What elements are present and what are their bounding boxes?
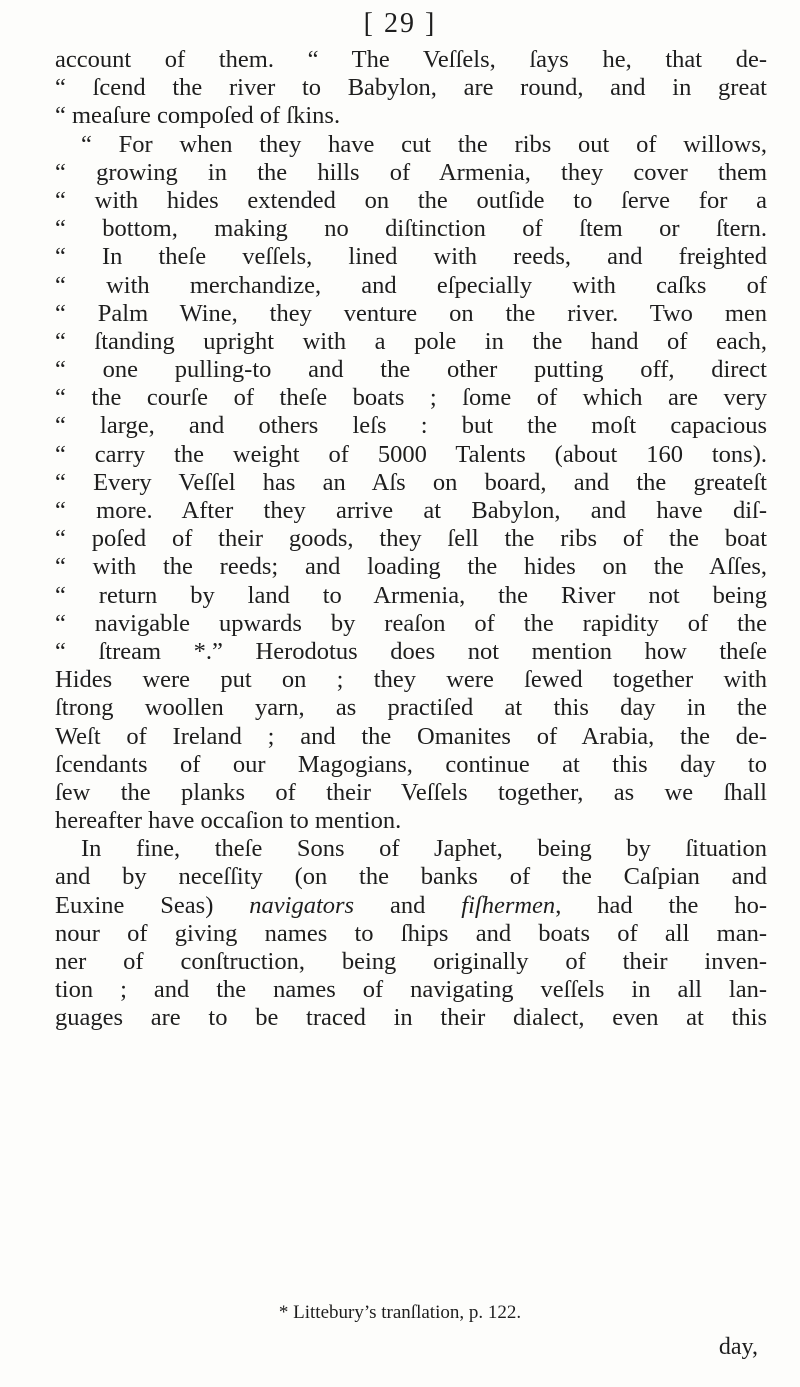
text-line: “ navigable upwards by reaſon of the rapidity of the — [55, 609, 767, 637]
text-line: “ with merchandize, and eſpecially with caſks of — [55, 271, 767, 299]
text-line: “ ſtanding upright with a pole in the hand of each, — [55, 327, 767, 355]
body-text — [55, 46, 767, 1033]
text-line: “ with the reeds; and loading the hides on the Aſſes, — [55, 553, 767, 581]
text-line: nour of giving names to ſhips and boats of all man- — [55, 919, 767, 947]
text-line: “ with hides extended on the outſide to ſerve for a — [55, 186, 767, 214]
text-line: ſcendants of our Magogians, continue at this day to — [55, 750, 767, 778]
text-line: Hides were put on ; they were ſewed together with — [55, 666, 767, 694]
text-line: “ return by land to Armenia, the River not being — [55, 581, 767, 609]
text-line: “ Palm Wine, they venture on the river. Two men — [55, 299, 767, 327]
text-line: tion ; and the names of navigating veſſels in all lan- — [55, 976, 767, 1004]
text-line: ſew the planks of their Veſſels together, as we ſhall — [55, 778, 767, 806]
catchword: day, — [718, 1334, 758, 1360]
text-line: In fine, theſe Sons of Japhet, being by ſituation — [81, 835, 767, 863]
text-line: Weſt of Ireland ; and the Omanites of Arabia, the de- — [55, 722, 767, 750]
text-line: “ one pulling-to and the other putting off, direct — [55, 356, 767, 384]
text-line: “ ſcend the river to Babylon, are round, and in great — [55, 74, 767, 102]
text-line: “ Every Veſſel has an Aſs on board, and the greateſt — [55, 468, 767, 496]
text-line: guages are to be traced in their dialect, even at this — [55, 1004, 767, 1032]
text-line: “ the courſe of theſe boats ; ſome of which are very — [55, 384, 767, 412]
footnote: * Littebury’s tranſlation, p. 122. — [278, 1302, 522, 1323]
text-line: “ large, and others leſs : but the moſt capacious — [55, 412, 767, 440]
text-line: “ more. After they arrive at Babylon, and have diſ- — [55, 497, 767, 524]
text-line: hereafter have occaſion to mention. — [55, 807, 402, 835]
text-line: “ For when they have cut the ribs out of willows, — [81, 130, 767, 158]
text-line: ner of conſtruction, being originally of their inven- — [55, 948, 767, 975]
text-line: “ carry the weight of 5000 Talents (about 160 tons). — [55, 440, 767, 468]
text-line: “ In theſe veſſels, lined with reeds, and freighted — [55, 243, 767, 271]
text-line: and by neceſſity (on the banks of the Caſpian and — [55, 863, 767, 891]
text-line: “ growing in the hills of Armenia, they cover them — [55, 158, 767, 186]
text-line: ſtrong woollen yarn, as practiſed at this day in the — [55, 694, 767, 722]
text-line: “ poſed of their goods, they ſell the ribs of the boat — [55, 525, 767, 553]
text-line: “ meaſure compoſed of ſkins. — [55, 102, 341, 130]
text-line: account of them. “ The Veſſels, ſays he, that de- — [55, 46, 767, 73]
text-line: “ bottom, making no diſtinction of ſtem or ſtern. — [55, 215, 767, 243]
text-line: Euxine Seas) navigators and fiſhermen, had the ho- — [55, 891, 767, 919]
text-line: “ ſtream *.” Herodotus does not mention how theſe — [55, 637, 767, 665]
page-number: [ 29 ] — [363, 8, 437, 39]
